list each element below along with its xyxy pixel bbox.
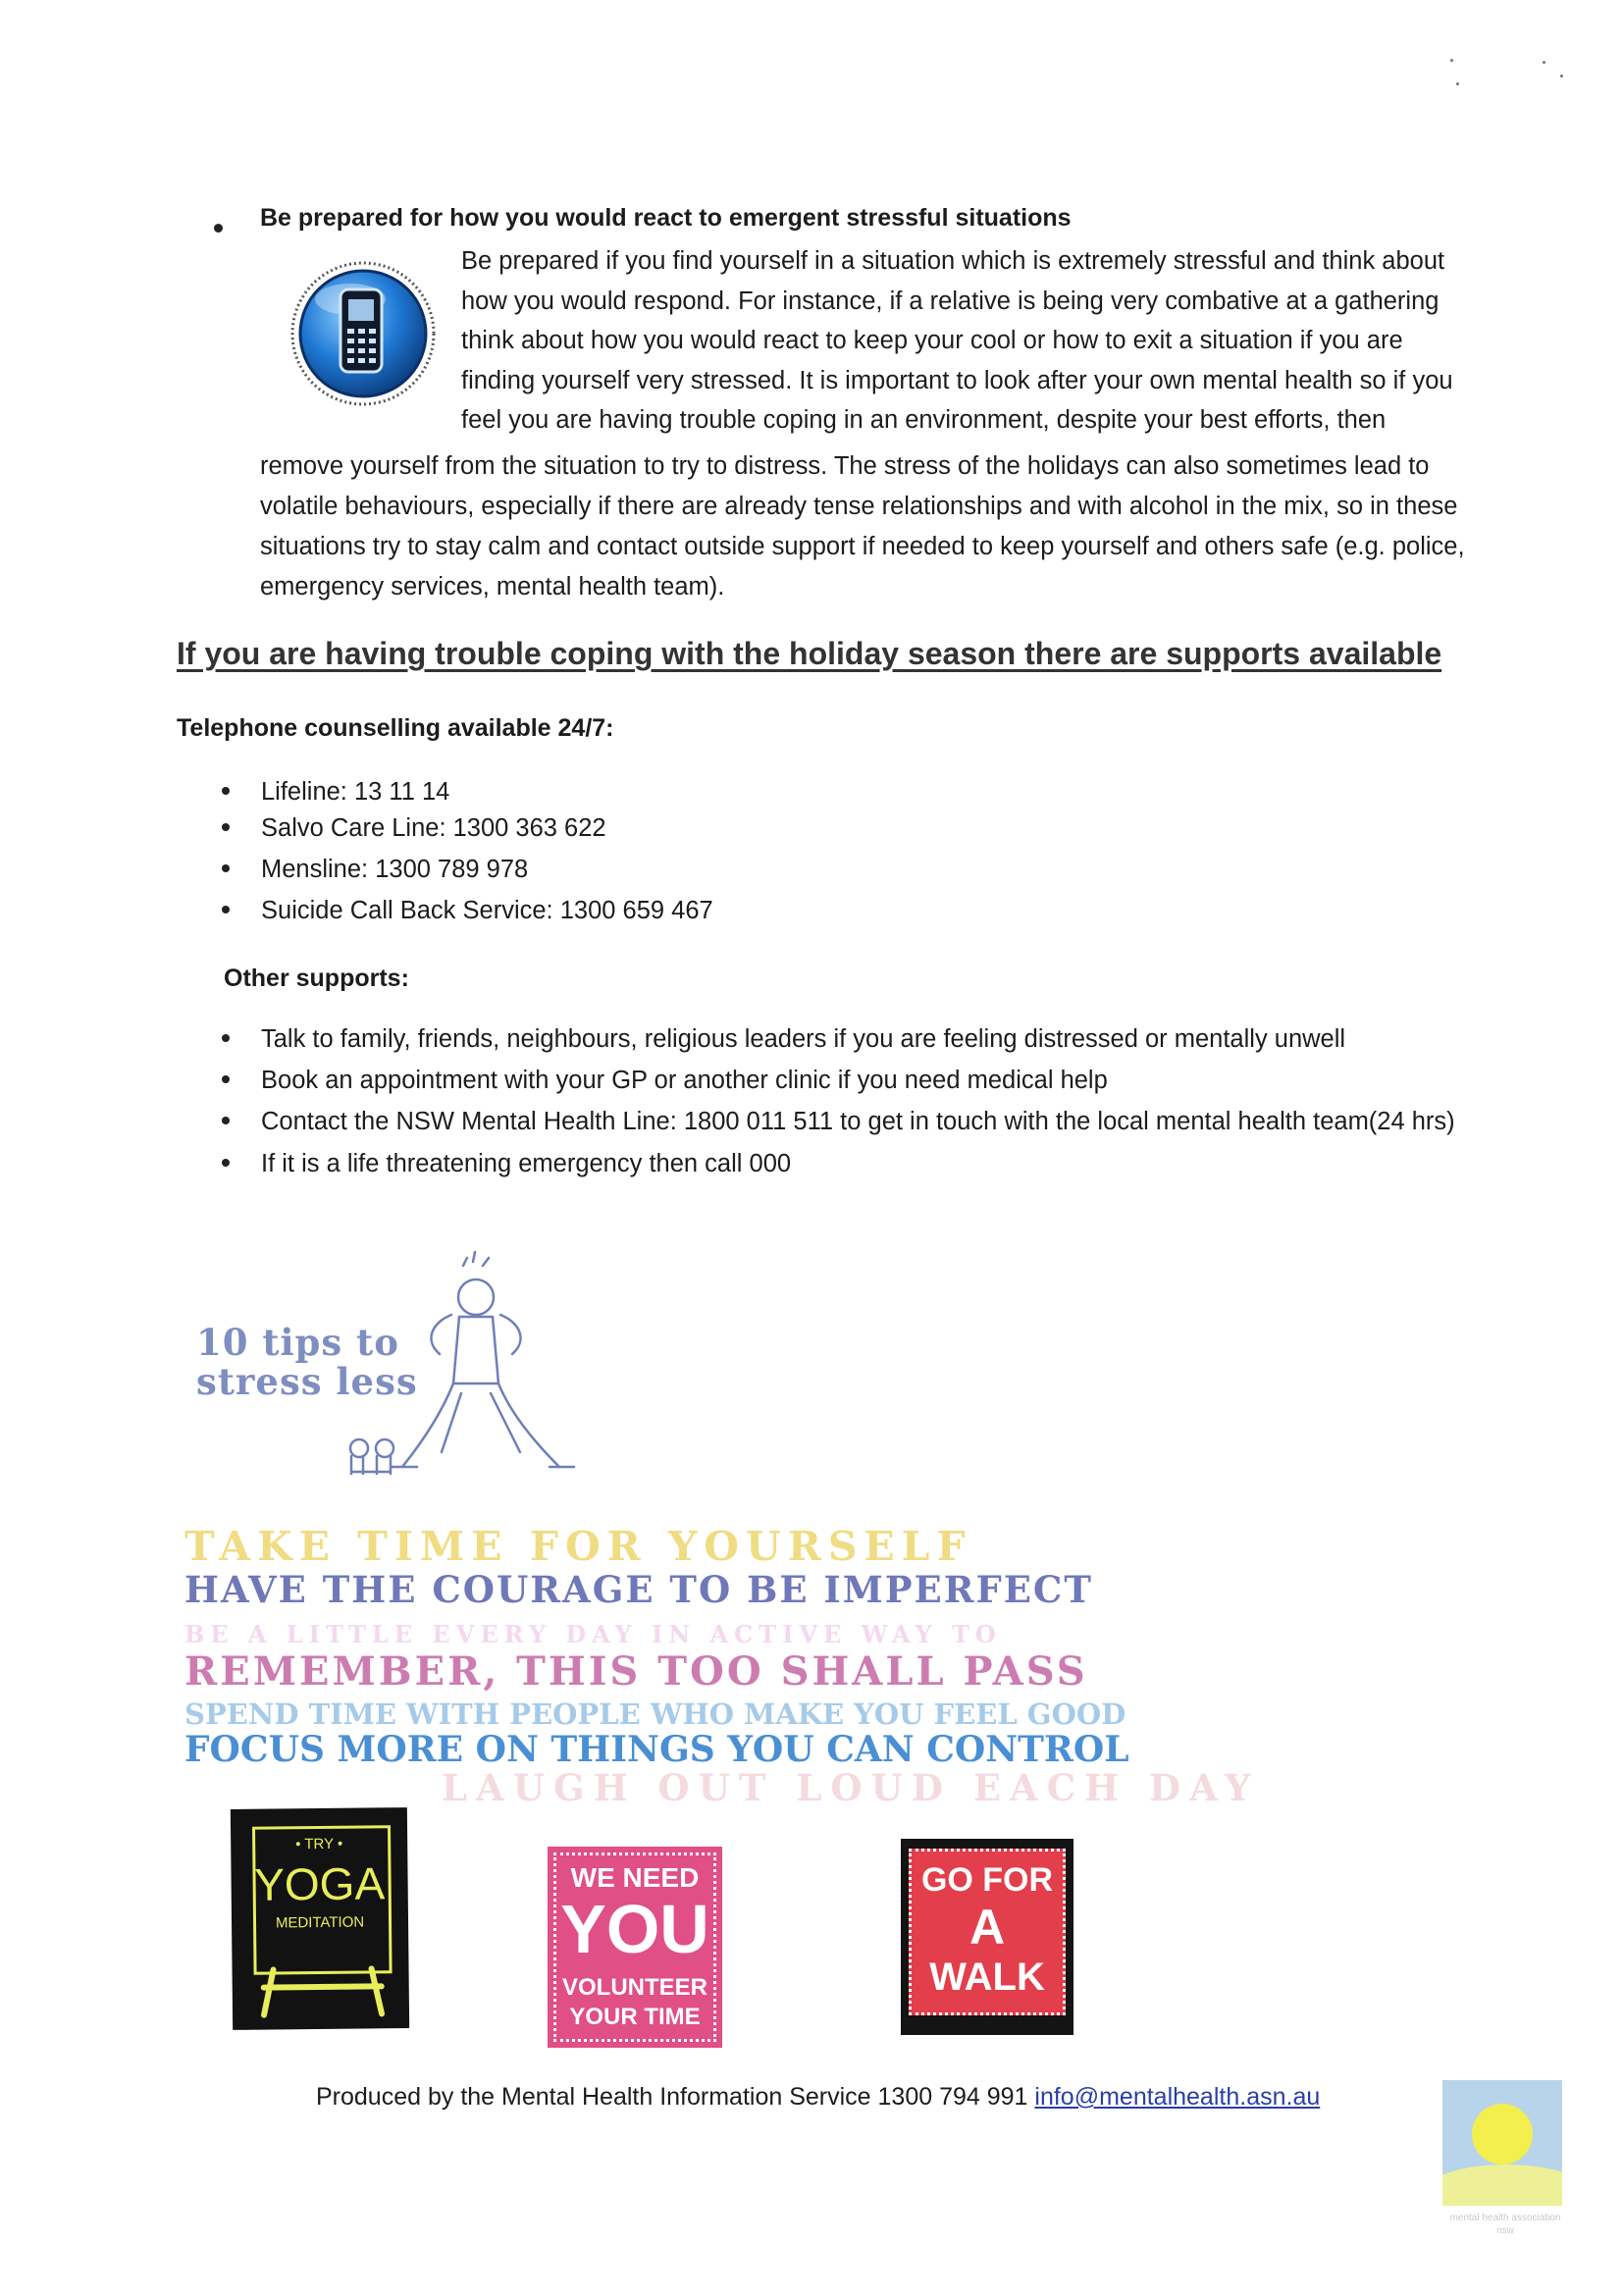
bullet bbox=[214, 224, 223, 233]
paragraph-line: finding yourself very stressed. It is important to look after your own mental health so if you bbox=[461, 367, 1453, 394]
tips-title-line: stress less bbox=[196, 1360, 418, 1403]
tip-line: LAUGH OUT LOUD EACH DAY bbox=[442, 1766, 1260, 1809]
tips-title-line: 10 tips to bbox=[196, 1321, 399, 1364]
logo-hill bbox=[1442, 2165, 1562, 2206]
organisation-logo bbox=[1442, 2080, 1562, 2206]
bullet bbox=[222, 1034, 230, 1042]
footer-credit bbox=[316, 2083, 1320, 2112]
volunteer-sticker bbox=[548, 1847, 722, 2048]
tip-line: REMEMBER, THIS TOO SHALL PASS bbox=[184, 1648, 1088, 1695]
logo-sun bbox=[1472, 2104, 1533, 2165]
sticker-text: YOU bbox=[560, 1891, 709, 1967]
paragraph-line: think about how you would react to keep your cool or how to exit a situation if you are bbox=[461, 327, 1403, 354]
list-item: Book an appointment with your GP or another clinic if you need medical help bbox=[222, 1067, 1108, 1095]
bullet bbox=[222, 1159, 230, 1167]
email-link[interactable]: info@mentalhealth.asn.au bbox=[1034, 2083, 1321, 2111]
list-item: Mensline: 1300 789 978 bbox=[222, 856, 528, 884]
list-item: Salvo Care Line: 1300 363 622 bbox=[222, 814, 606, 843]
list-item: Lifeline: 13 11 14 bbox=[222, 778, 449, 807]
walk-sticker bbox=[901, 1839, 1073, 2035]
mobile-phone-icon bbox=[289, 260, 437, 407]
tip-line: FOCUS MORE ON THINGS YOU CAN CONTROL bbox=[184, 1729, 1129, 1770]
tip-line: BE A LITTLE EVERY DAY IN ACTIVE WAY TO bbox=[184, 1620, 1002, 1648]
sticker-text: VOLUNTEER bbox=[561, 1974, 707, 2001]
sticker-text: MEDITATION bbox=[275, 1913, 365, 1932]
paragraph-line: feel you are having trouble coping in an environment, despite your best efforts, then bbox=[461, 406, 1387, 434]
sticker-card bbox=[909, 1849, 1066, 2015]
scan-speck bbox=[1456, 82, 1459, 85]
paragraph-line: remove yourself from the situation to try to distress. The stress of the holidays can also sometimes lead to bbox=[260, 452, 1430, 480]
bullet bbox=[222, 823, 230, 831]
paragraph-line: emergency services, mental health team). bbox=[260, 573, 725, 600]
scan-speck bbox=[1543, 61, 1545, 64]
cartoon-figure-illustration bbox=[334, 1246, 608, 1491]
logo-caption: mental health association nsw bbox=[1449, 2213, 1561, 2236]
tip-line: HAVE THE COURAGE TO BE IMPERFECT bbox=[184, 1568, 1093, 1611]
sticker-text: YOGA bbox=[253, 1857, 386, 1910]
other-supports-heading: Other supports: bbox=[224, 965, 409, 992]
list-item: Talk to family, friends, neighbours, religious leaders if you are feeling distressed or mentally unwell bbox=[222, 1025, 1345, 1054]
tip-line: TAKE TIME FOR YOURSELF bbox=[184, 1523, 972, 1570]
paragraph-line: Be prepared if you find yourself in a situation which is extremely stressful and think about bbox=[461, 247, 1445, 275]
bullet bbox=[222, 906, 230, 913]
sticker-text: A bbox=[969, 1900, 1006, 1955]
yoga-sticker bbox=[231, 1807, 409, 2030]
paragraph-line: situations try to stay calm and contact outside support if needed to keep yourself and others safe (e.g. police, bbox=[260, 533, 1465, 560]
tip-line: SPEND TIME WITH PEOPLE WHO MAKE YOU FEEL GOOD bbox=[184, 1697, 1126, 1731]
supports-heading: If you are having trouble coping with the holiday season there are supports available bbox=[177, 636, 1442, 671]
paragraph-line: volatile behaviours, especially if there are already tense relationships and with alcohol in the mix, so in these bbox=[260, 493, 1458, 520]
list-item: If it is a life threatening emergency then call 000 bbox=[222, 1150, 791, 1178]
sticker-text: WALK bbox=[929, 1956, 1045, 1999]
sticker-text: WE NEED bbox=[570, 1862, 700, 1893]
list-item: Contact the NSW Mental Health Line: 1800 011 511 to get in touch with the local mental health team(24 hrs) bbox=[222, 1108, 1455, 1136]
list-item: Suicide Call Back Service: 1300 659 467 bbox=[222, 897, 713, 925]
footer-text: Produced by the Mental Health Information Service 1300 794 991 bbox=[316, 2083, 1035, 2111]
sticker-text: • TRY • bbox=[295, 1835, 343, 1853]
bullet bbox=[222, 1117, 230, 1124]
sticker-text: GO FOR bbox=[920, 1861, 1054, 1899]
paragraph-line: how you would respond. For instance, if a relative is being very combative at a gathering bbox=[461, 287, 1440, 315]
bullet bbox=[222, 787, 230, 795]
bullet bbox=[222, 1075, 230, 1083]
sticker-text: YOUR TIME bbox=[569, 2004, 701, 2030]
scan-speck bbox=[1560, 75, 1563, 78]
telephone-counselling-heading: Telephone counselling available 24/7: bbox=[177, 714, 614, 742]
scan-speck bbox=[1450, 59, 1453, 62]
section-heading: Be prepared for how you would react to emergent stressful situations bbox=[260, 204, 1072, 232]
easel-legs-icon bbox=[254, 1964, 393, 2019]
bullet bbox=[222, 864, 230, 872]
